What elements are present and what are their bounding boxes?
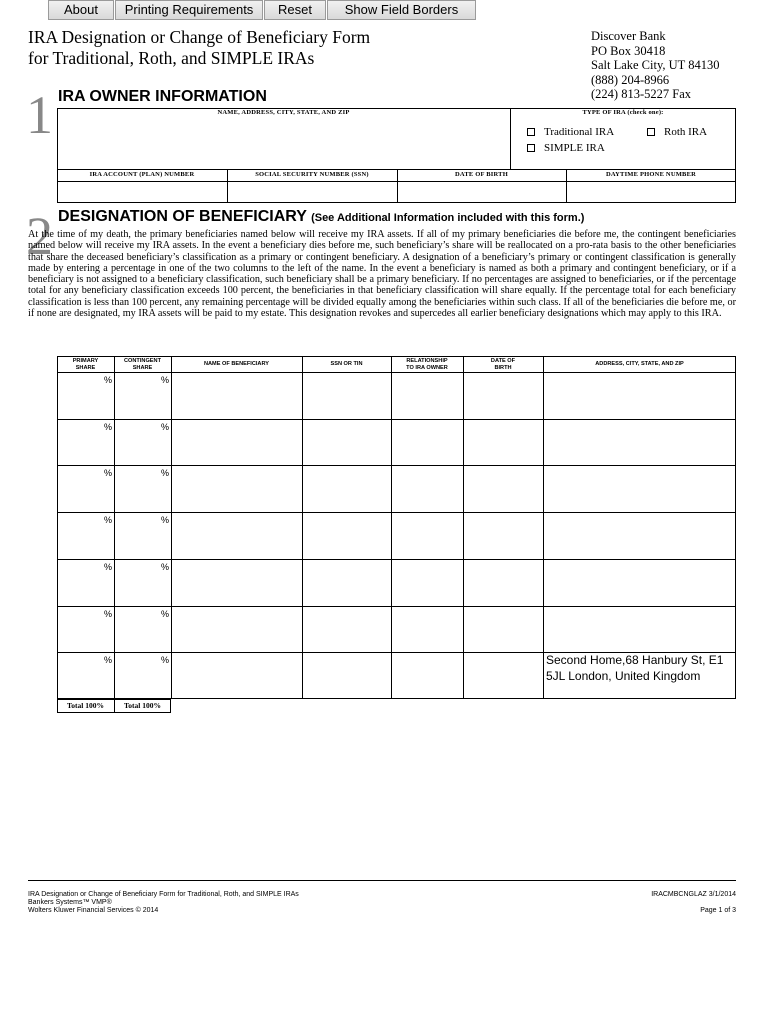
beneficiary-2-contingent-share-field[interactable] — [115, 420, 161, 465]
footer-divider — [28, 880, 736, 881]
beneficiary-3-contingent-share-field[interactable] — [115, 466, 161, 511]
relationship-header: RELATIONSHIP TO IRA OWNER — [406, 358, 448, 371]
designation-paragraph: At the time of my death, the primary beneficiaries named below will receive my IRA assets. If all of my primary beneficiaries die before me, the contingent beneficiaries named below will receive my IRA assets. In the event a beneficiary dies before me, such beneficiary’s share will be reallocated on a pro-rata basis to the other beneficiaries that share the deceased beneficiary’s classification as a primary or contingent beneficiary. A designation of a beneficiary’s primary or contingent classification is generally made by entering a percentage in one of the two columns to the left of the name. In the event a beneficiary is named as both a primary and contingent beneficiary, or if a beneficiary is not assigned to a beneficiary classification, such beneficiary shall be a primary beneficiary. If no percentages are assigned to beneficiaries, or if the percentage total for any beneficiary classification exceeds 100 percent, the beneficiaries in that beneficiary classification will share equally. If the percentage total for each beneficiary classification is less than 100 percent, any remaining percentage will be divided equally among the beneficiaries within such class. If all of the beneficiaries die before me, or if none are designated, my IRA assets will be paid to my estate. This designation revokes and supercedes all earlier beneficiary designations which may apply to this IRA. — [28, 229, 736, 320]
beneficiary-1-ssn-tin-field[interactable] — [303, 373, 391, 418]
beneficiary-3-contingent-pct-sign: % — [161, 468, 170, 478]
owner-phone-field[interactable] — [567, 182, 735, 202]
beneficiary-1-address-field[interactable] — [544, 373, 735, 418]
beneficiary-4-primary-pct-sign: % — [104, 515, 113, 525]
beneficiary-2-dob-field[interactable] — [464, 420, 543, 465]
beneficiary-7-address-value[interactable]: Second Home,68 Hanbury St, E1 5JL London, United Kingdom — [546, 653, 724, 683]
beneficiary-6-name-field[interactable] — [172, 607, 302, 652]
beneficiary-7-contingent-share-field[interactable] — [115, 653, 161, 698]
section-2-number: 2 — [26, 206, 53, 266]
section-2-subtitle: (See Additional Information included with this form.) — [311, 212, 585, 224]
beneficiary-4-contingent-share-field[interactable] — [115, 513, 161, 558]
beneficiary-3-relationship-field[interactable] — [392, 466, 463, 511]
bank-phone: (888) 204-8966 — [591, 72, 670, 87]
owner-dob-field[interactable] — [398, 182, 565, 202]
beneficiary-3-dob-field[interactable] — [464, 466, 543, 511]
beneficiary-5-contingent-share-field[interactable] — [115, 560, 161, 605]
beneficiary-4-relationship-field[interactable] — [392, 513, 463, 558]
beneficiary-5-primary-pct-sign: % — [104, 562, 113, 572]
name-address-label: NAME, ADDRESS, CITY, STATE, AND ZIP — [217, 109, 350, 116]
beneficiary-7-contingent-pct-sign: % — [161, 655, 170, 665]
beneficiary-6-ssn-tin-field[interactable] — [303, 607, 391, 652]
beneficiary-3-primary-pct-sign: % — [104, 468, 113, 478]
date-of-birth-label: DATE OF BIRTH — [455, 171, 508, 178]
beneficiary-2-primary-share-field[interactable] — [58, 420, 104, 465]
type-of-ira-label: TYPE OF IRA (check one): — [582, 109, 664, 116]
contingent-share-header: CONTINGENT SHARE — [124, 358, 161, 371]
section-2-title: DESIGNATION OF BENEFICIARY — [58, 208, 307, 225]
beneficiary-4-primary-share-field[interactable] — [58, 513, 104, 558]
footer-form-name: IRA Designation or Change of Beneficiary Form for Traditional, Roth, and SIMPLE IRAs — [28, 891, 299, 898]
traditional-ira-label: Traditional IRA — [544, 126, 615, 138]
footer-right — [651, 891, 736, 915]
form-title-line1: IRA Designation or Change of Beneficiary Form — [28, 27, 371, 47]
beneficiary-4-dob-field[interactable] — [464, 513, 543, 558]
beneficiary-6-dob-field[interactable] — [464, 607, 543, 652]
ssn-label: SOCIAL SECURITY NUMBER (SSN) — [255, 171, 369, 178]
beneficiary-5-primary-share-field[interactable] — [58, 560, 104, 605]
owner-ssn-field[interactable] — [228, 182, 396, 202]
ssn-tin-header: SSN OR TIN — [330, 361, 363, 367]
bank-city: Salt Lake City, UT 84130 — [591, 58, 720, 72]
beneficiary-1-primary-pct-sign: % — [104, 375, 113, 385]
beneficiary-2-primary-pct-sign: % — [104, 422, 113, 432]
form-title-line2: for Traditional, Roth, and SIMPLE IRAs — [28, 48, 315, 68]
beneficiary-2-relationship-field[interactable] — [392, 420, 463, 465]
roth-ira-checkbox[interactable] — [647, 128, 655, 136]
beneficiary-4-contingent-pct-sign: % — [161, 515, 170, 525]
footer-page-number: Page 1 of 3 — [700, 907, 736, 914]
simple-ira-checkbox[interactable] — [527, 144, 535, 152]
form-title — [28, 27, 370, 69]
footer-copyright: Wolters Kluwer Financial Services © 2014 — [28, 907, 159, 914]
section-2-heading — [58, 208, 584, 226]
beneficiary-7-primary-share-field[interactable] — [58, 653, 104, 698]
bank-fax: (224) 813-5227 Fax — [591, 87, 691, 101]
total-primary-label: Total 100% — [66, 701, 105, 710]
beneficiary-3-name-field[interactable] — [172, 466, 302, 511]
bank-name: Discover Bank — [591, 29, 666, 43]
roth-ira-label: Roth IRA — [664, 126, 708, 138]
primary-share-header: PRIMARY SHARE — [72, 358, 99, 371]
beneficiary-6-contingent-pct-sign: % — [161, 609, 170, 619]
beneficiary-6-relationship-field[interactable] — [392, 607, 463, 652]
footer-left — [28, 891, 299, 915]
account-number-label: IRA ACCOUNT (PLAN) NUMBER — [89, 171, 195, 178]
beneficiary-5-address-field[interactable] — [544, 560, 735, 605]
section-1-number: 1 — [26, 85, 53, 145]
section-1-title: IRA OWNER INFORMATION — [58, 88, 267, 105]
beneficiary-1-name-field[interactable] — [172, 373, 302, 418]
beneficiary-5-contingent-pct-sign: % — [161, 562, 170, 572]
beneficiary-5-ssn-tin-field[interactable] — [303, 560, 391, 605]
beneficiary-name-header: NAME OF BENEFICIARY — [203, 361, 270, 367]
beneficiary-6-address-field[interactable] — [544, 607, 735, 652]
footer-form-code: IRACMBCNGLAZ 3/1/2014 — [651, 891, 736, 898]
beneficiary-7-name-field[interactable] — [172, 653, 302, 698]
beneficiary-7-relationship-field[interactable] — [392, 653, 463, 698]
total-contingent-label: Total 100% — [123, 701, 162, 710]
footer-systems: Bankers Systems™ VMP® — [28, 899, 112, 906]
beneficiary-2-ssn-tin-field[interactable] — [303, 420, 391, 465]
beneficiary-5-relationship-field[interactable] — [392, 560, 463, 605]
beneficiary-6-primary-pct-sign: % — [104, 609, 113, 619]
beneficiary-3-primary-share-field[interactable] — [58, 466, 104, 511]
beneficiary-dob-header: DATE OF BIRTH — [490, 358, 516, 371]
beneficiary-4-name-field[interactable] — [172, 513, 302, 558]
beneficiary-4-ssn-tin-field[interactable] — [303, 513, 391, 558]
beneficiary-3-address-field[interactable] — [544, 466, 735, 511]
owner-name-address-field[interactable] — [58, 117, 509, 168]
beneficiary-1-dob-field[interactable] — [464, 373, 543, 418]
beneficiary-4-address-field[interactable] — [544, 513, 735, 558]
beneficiary-1-relationship-field[interactable] — [392, 373, 463, 418]
beneficiary-1-primary-share-field[interactable] — [58, 373, 104, 418]
beneficiary-5-name-field[interactable] — [172, 560, 302, 605]
beneficiary-6-contingent-share-field[interactable] — [115, 607, 161, 652]
beneficiary-7-dob-field[interactable] — [464, 653, 543, 698]
beneficiary-7-ssn-tin-field[interactable] — [303, 653, 391, 698]
beneficiary-2-address-field[interactable] — [544, 420, 735, 465]
beneficiary-2-contingent-pct-sign: % — [161, 422, 170, 432]
show-field-borders-button[interactable]: Show Field Borders — [327, 0, 476, 20]
beneficiary-address-header: ADDRESS, CITY, STATE, AND ZIP — [595, 361, 684, 367]
beneficiary-6-primary-share-field[interactable] — [58, 607, 104, 652]
daytime-phone-label: DAYTIME PHONE NUMBER — [605, 171, 697, 178]
reset-button[interactable]: Reset — [264, 0, 326, 20]
account-number-field[interactable] — [58, 182, 226, 202]
bank-address — [591, 29, 719, 102]
about-button[interactable]: About — [48, 0, 114, 20]
simple-ira-label: SIMPLE IRA — [544, 142, 605, 154]
beneficiary-1-contingent-pct-sign: % — [161, 375, 170, 385]
beneficiary-1-contingent-share-field[interactable] — [115, 373, 161, 418]
printing-requirements-button[interactable]: Printing Requirements — [115, 0, 263, 20]
beneficiary-2-name-field[interactable] — [172, 420, 302, 465]
beneficiary-7-primary-pct-sign: % — [104, 655, 113, 665]
beneficiary-3-ssn-tin-field[interactable] — [303, 466, 391, 511]
bank-po-box: PO Box 30418 — [591, 43, 666, 58]
beneficiary-5-dob-field[interactable] — [464, 560, 543, 605]
traditional-ira-checkbox[interactable] — [527, 128, 535, 136]
